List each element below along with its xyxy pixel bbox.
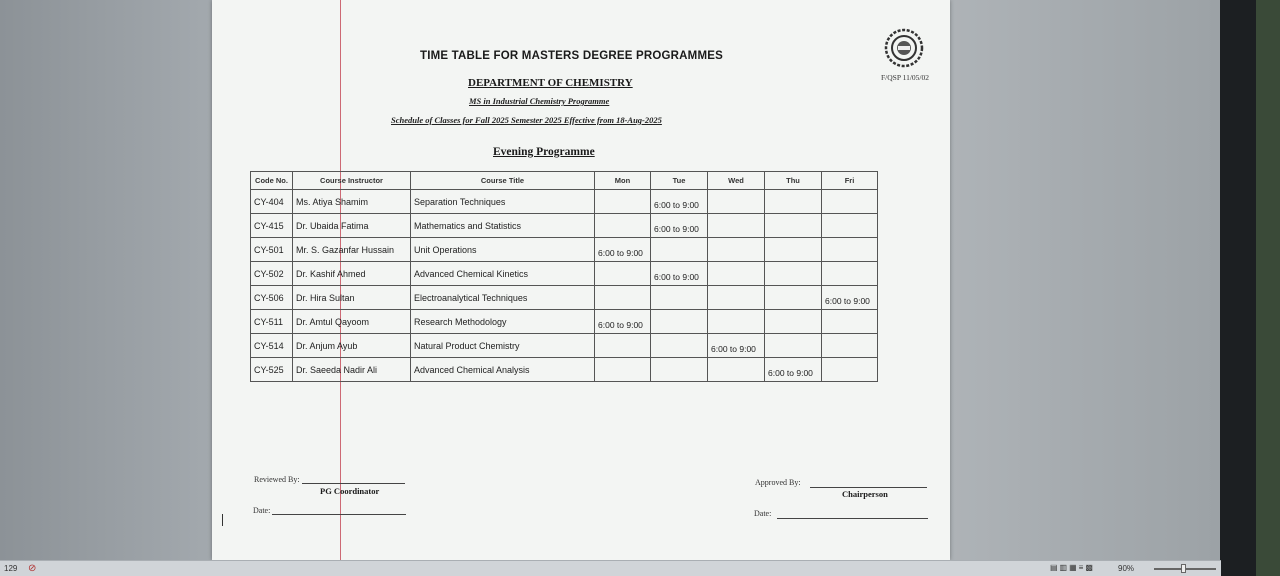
table-row <box>251 214 878 238</box>
slot-tue: 6:00 to 9:00 <box>651 262 708 286</box>
slot-mon <box>595 214 651 238</box>
header-fri: Fri <box>822 172 878 190</box>
table-header-row <box>251 172 878 190</box>
course-instructor: Dr. Hira Sultan <box>293 286 411 310</box>
approved-date-line <box>777 518 928 519</box>
section-heading: Evening Programme <box>493 146 595 158</box>
header-code: Code No. <box>251 172 293 190</box>
slot-wed <box>708 310 765 334</box>
slot-tue <box>651 238 708 262</box>
slot-tue: 6:00 to 9:00 <box>651 214 708 238</box>
slot-fri <box>822 358 878 382</box>
table-row <box>251 310 878 334</box>
table-row <box>251 238 878 262</box>
slot-thu: 6:00 to 9:00 <box>765 358 822 382</box>
approved-role: Chairperson <box>842 489 888 499</box>
header-tue: Tue <box>651 172 708 190</box>
course-code: CY-525 <box>251 358 293 382</box>
slot-fri <box>822 310 878 334</box>
slot-thu <box>765 238 822 262</box>
approved-signature-line <box>810 487 927 488</box>
slot-wed <box>708 214 765 238</box>
screen-bezel-left <box>0 0 212 560</box>
slot-mon <box>595 262 651 286</box>
reviewed-role: PG Coordinator <box>320 486 380 496</box>
course-title: Natural Product Chemistry <box>411 334 595 358</box>
slot-fri <box>822 190 878 214</box>
slot-thu <box>765 214 822 238</box>
reviewed-by-label: Reviewed By: <box>254 475 300 484</box>
form-code: F/QSP 11/05/02 <box>881 73 929 82</box>
schedule-heading: Schedule of Classes for Fall 2025 Semester 2025 Effective from 18-Aug-2025 <box>391 115 662 125</box>
page-number[interactable]: 129 <box>4 564 18 573</box>
zoom-slider-handle[interactable] <box>1181 564 1186 573</box>
slot-fri <box>822 214 878 238</box>
zoom-level[interactable]: 90% <box>1118 564 1135 573</box>
course-instructor: Ms. Atiya Shamim <box>293 190 411 214</box>
slot-thu <box>765 190 822 214</box>
course-code: CY-415 <box>251 214 293 238</box>
slot-thu <box>765 334 822 358</box>
course-code: CY-511 <box>251 310 293 334</box>
header-instructor: Course Instructor <box>293 172 411 190</box>
text-cursor <box>222 514 223 526</box>
slot-wed <box>708 262 765 286</box>
status-bar <box>0 560 1221 576</box>
course-title: Mathematics and Statistics <box>411 214 595 238</box>
table-row <box>251 262 878 286</box>
department-heading: DEPARTMENT OF CHEMISTRY <box>468 77 633 89</box>
header-wed: Wed <box>708 172 765 190</box>
slot-mon <box>595 334 651 358</box>
slot-thu <box>765 310 822 334</box>
monitor-frame-edge <box>1256 0 1280 576</box>
slot-tue <box>651 358 708 382</box>
slot-wed <box>708 286 765 310</box>
approved-by-label: Approved By: <box>755 478 801 487</box>
slot-mon <box>595 358 651 382</box>
course-code: CY-501 <box>251 238 293 262</box>
course-instructor: Dr. Amtul Qayoom <box>293 310 411 334</box>
timetable <box>250 171 878 382</box>
course-title: Unit Operations <box>411 238 595 262</box>
slot-fri <box>822 334 878 358</box>
slot-wed <box>708 238 765 262</box>
spelling-check-icon[interactable]: ⊘ <box>28 563 37 574</box>
view-buttons-icon[interactable]: ▤▥▦≡▩ <box>1050 563 1095 572</box>
table-row <box>251 358 878 382</box>
table-row <box>251 286 878 310</box>
reviewed-date-line <box>272 514 406 515</box>
course-title: Advanced Chemical Kinetics <box>411 262 595 286</box>
header-thu: Thu <box>765 172 822 190</box>
table-row <box>251 334 878 358</box>
header-mon: Mon <box>595 172 651 190</box>
programme-heading: MS in Industrial Chemistry Programme <box>469 96 610 106</box>
slot-fri <box>822 262 878 286</box>
slot-tue <box>651 334 708 358</box>
approved-date-label: Date: <box>754 509 772 518</box>
course-instructor: Mr. S. Gazanfar Hussain <box>293 238 411 262</box>
course-code: CY-514 <box>251 334 293 358</box>
reviewed-date-label: Date: <box>253 506 271 515</box>
course-instructor: Dr. Ubaida Fatima <box>293 214 411 238</box>
document-title: TIME TABLE FOR MASTERS DEGREE PROGRAMMES <box>420 50 723 62</box>
course-instructor: Dr. Saeeda Nadir Ali <box>293 358 411 382</box>
course-instructor: Dr. Anjum Ayub <box>293 334 411 358</box>
university-seal-icon <box>884 28 924 68</box>
slot-fri <box>822 238 878 262</box>
slot-thu <box>765 262 822 286</box>
course-instructor: Dr. Kashif Ahmed <box>293 262 411 286</box>
course-title: Advanced Chemical Analysis <box>411 358 595 382</box>
slot-wed: 6:00 to 9:00 <box>708 334 765 358</box>
course-code: CY-404 <box>251 190 293 214</box>
slot-mon: 6:00 to 9:00 <box>595 238 651 262</box>
slot-mon <box>595 286 651 310</box>
course-title: Separation Techniques <box>411 190 595 214</box>
reviewed-signature-line <box>302 483 405 484</box>
slot-mon <box>595 190 651 214</box>
course-title: Electroanalytical Techniques <box>411 286 595 310</box>
screen-bezel-right <box>950 0 1220 560</box>
slot-mon: 6:00 to 9:00 <box>595 310 651 334</box>
slot-tue: 6:00 to 9:00 <box>651 190 708 214</box>
course-title: Research Methodology <box>411 310 595 334</box>
course-code: CY-502 <box>251 262 293 286</box>
course-code: CY-506 <box>251 286 293 310</box>
slot-wed <box>708 190 765 214</box>
slot-thu <box>765 286 822 310</box>
slot-fri: 6:00 to 9:00 <box>822 286 878 310</box>
slot-wed <box>708 358 765 382</box>
header-title: Course Title <box>411 172 595 190</box>
slot-tue <box>651 310 708 334</box>
table-row <box>251 190 878 214</box>
slot-tue <box>651 286 708 310</box>
